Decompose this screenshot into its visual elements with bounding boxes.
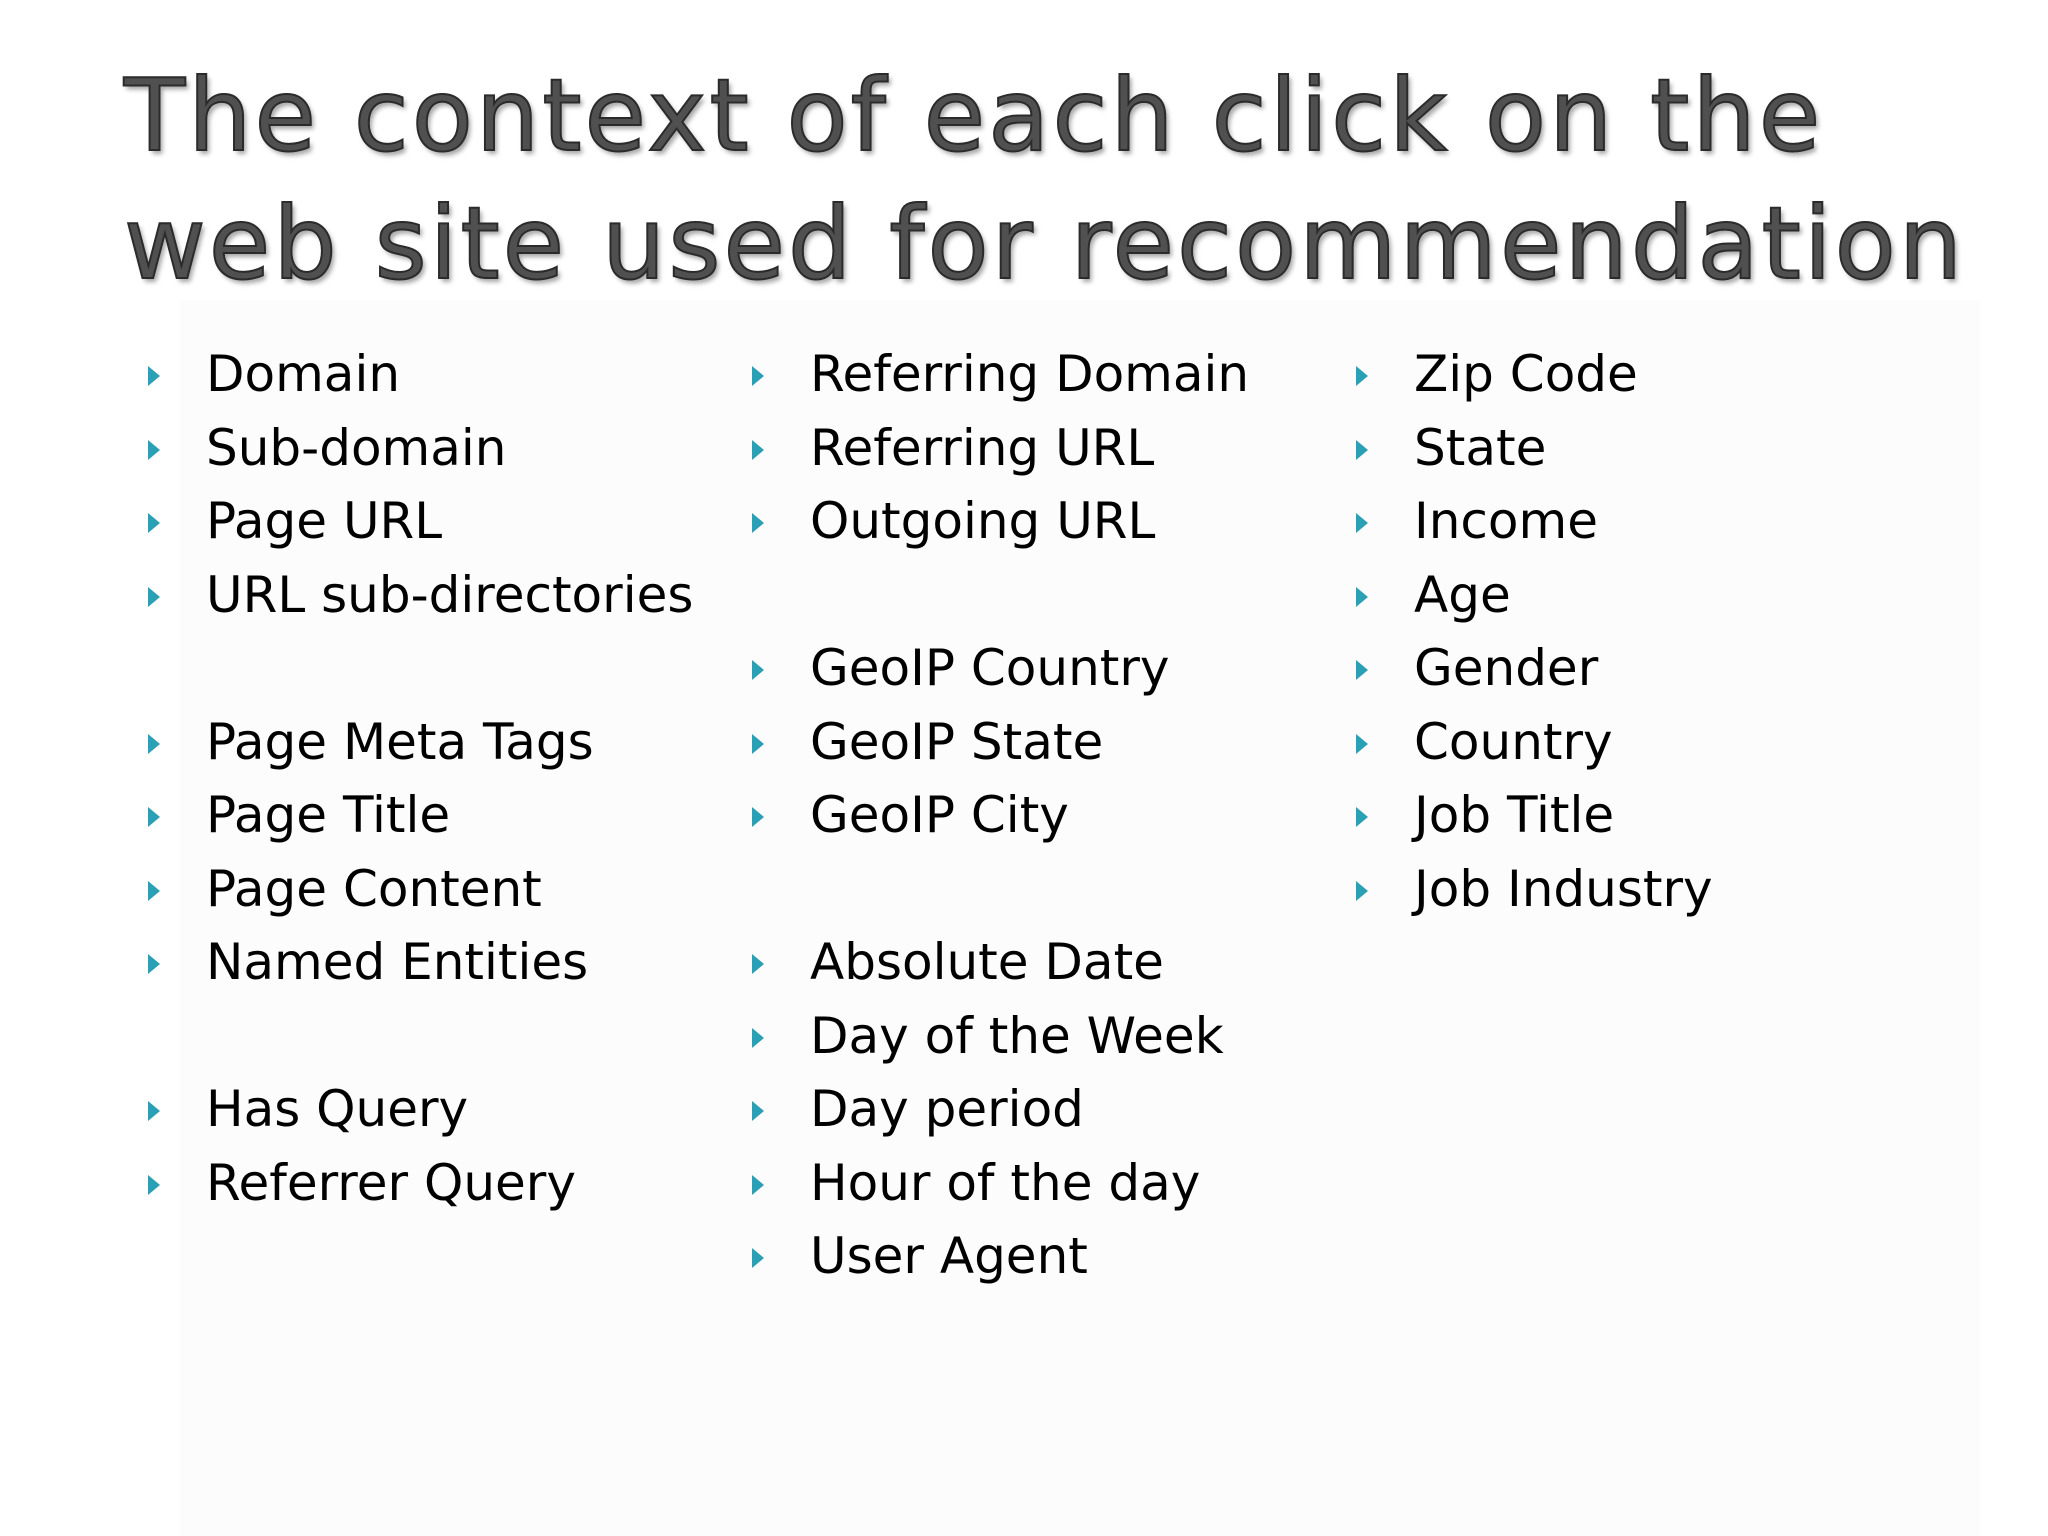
bullet-icon xyxy=(752,1101,764,1121)
list-item xyxy=(1356,559,1713,633)
list-item xyxy=(148,485,693,559)
bullet-icon xyxy=(752,954,764,974)
list-item-label: Hour of the day xyxy=(810,1153,1201,1212)
bullet-icon xyxy=(1356,807,1368,827)
list-item xyxy=(148,926,693,1000)
list-item-label: Page Title xyxy=(206,786,451,844)
list-item xyxy=(752,926,1249,1000)
list-item xyxy=(752,412,1249,486)
bullet-column-3 xyxy=(1356,338,1713,926)
bullet-column-2 xyxy=(752,338,1249,1294)
list-item-label: Age xyxy=(1414,565,1511,624)
list-item-label: Referring Domain xyxy=(810,345,1250,403)
list-item xyxy=(148,338,693,412)
list-item xyxy=(1356,485,1713,559)
list-item-label: Zip Code xyxy=(1414,345,1638,403)
list-item-label: Absolute Date xyxy=(810,933,1164,991)
list-item xyxy=(752,779,1249,853)
bullet-icon xyxy=(752,807,764,827)
list-item-label: Named Entities xyxy=(206,933,589,991)
list-item xyxy=(752,1147,1249,1221)
list-item-label: GeoIP City xyxy=(810,786,1069,844)
bullet-icon xyxy=(752,734,764,754)
list-item-label: Page URL xyxy=(206,492,443,550)
bullet-column-1 xyxy=(148,338,693,1220)
bullet-icon xyxy=(148,587,160,607)
bullet-icon xyxy=(752,660,764,680)
list-item xyxy=(1356,853,1713,927)
list-item xyxy=(148,1073,693,1147)
bullet-icon xyxy=(148,440,160,460)
list-item xyxy=(1356,632,1713,706)
bullet-icon xyxy=(148,1101,160,1121)
bullet-icon xyxy=(1356,440,1368,460)
bullet-icon xyxy=(752,440,764,460)
list-item xyxy=(752,338,1249,412)
list-item-label: Page Content xyxy=(206,859,542,918)
list-item-label: Has Query xyxy=(206,1080,469,1138)
bullet-icon xyxy=(752,1175,764,1195)
list-item xyxy=(752,485,1249,559)
list-item-label: URL sub-directories xyxy=(206,565,694,624)
list-item-label: Sub-domain xyxy=(206,418,507,477)
list-item-label: Referrer Query xyxy=(206,1153,576,1212)
list-item xyxy=(752,706,1249,780)
bullet-icon xyxy=(1356,734,1368,754)
list-item xyxy=(148,559,693,633)
list-item-label: Job Title xyxy=(1414,786,1615,844)
bullet-icon xyxy=(752,366,764,386)
list-item-label: State xyxy=(1414,418,1547,477)
bullet-icon xyxy=(752,1028,764,1048)
bullet-icon xyxy=(752,1248,764,1268)
bullet-icon xyxy=(1356,587,1368,607)
list-item xyxy=(148,853,693,927)
bullet-icon xyxy=(148,1175,160,1195)
list-item-label: Page Meta Tags xyxy=(206,712,594,771)
list-item-label: Income xyxy=(1414,492,1598,550)
list-item-label: User Agent xyxy=(810,1227,1088,1285)
list-item xyxy=(752,1000,1249,1074)
bullet-icon xyxy=(1356,660,1368,680)
list-item xyxy=(1356,338,1713,412)
list-item-label: Referring URL xyxy=(810,418,1155,477)
list-item-label: Outgoing URL xyxy=(810,492,1156,550)
list-item xyxy=(752,632,1249,706)
list-item xyxy=(148,706,693,780)
list-item-label: Country xyxy=(1414,712,1613,771)
list-item xyxy=(1356,779,1713,853)
list-item-label: GeoIP Country xyxy=(810,639,1170,697)
list-item-label: GeoIP State xyxy=(810,712,1104,771)
list-item-label: Domain xyxy=(206,345,401,403)
bullet-icon xyxy=(148,954,160,974)
bullet-icon xyxy=(1356,366,1368,386)
bullet-icon xyxy=(752,513,764,533)
title-line-1: The context of each click on the xyxy=(124,57,1824,174)
list-item-label: Day period xyxy=(810,1080,1084,1138)
list-item xyxy=(1356,706,1713,780)
bullet-icon xyxy=(148,513,160,533)
list-item xyxy=(752,1220,1249,1294)
bullet-icon xyxy=(148,807,160,827)
slide-title xyxy=(124,52,1984,308)
list-item xyxy=(148,1147,693,1221)
list-item xyxy=(148,412,693,486)
list-item xyxy=(1356,412,1713,486)
list-item-label: Day of the Week xyxy=(810,1006,1224,1065)
bullet-icon xyxy=(148,366,160,386)
list-item-label: Job Industry xyxy=(1414,859,1713,918)
bullet-icon xyxy=(1356,881,1368,901)
title-line-2: web site used for recommendation xyxy=(124,185,1966,302)
bullet-icon xyxy=(148,881,160,901)
list-item xyxy=(148,779,693,853)
bullet-icon xyxy=(1356,513,1368,533)
list-item-label: Gender xyxy=(1414,639,1599,697)
list-item xyxy=(752,1073,1249,1147)
bullet-icon xyxy=(148,734,160,754)
